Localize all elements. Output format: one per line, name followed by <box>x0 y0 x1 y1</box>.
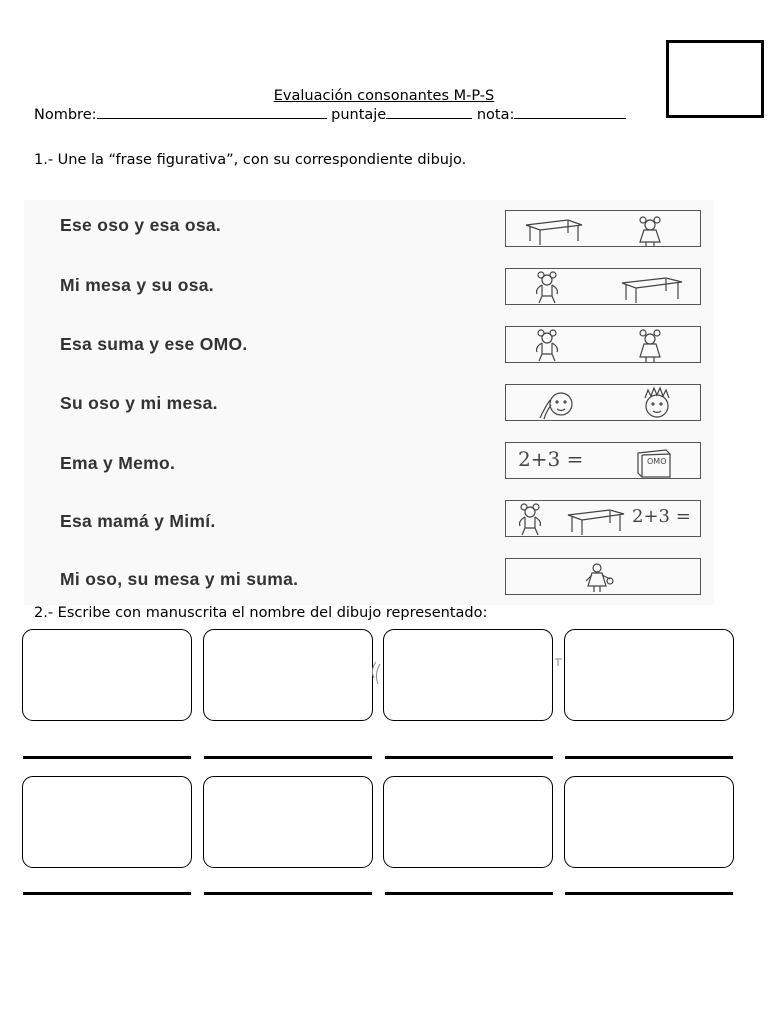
image-fragment <box>368 660 388 690</box>
drawing-box-1 <box>22 629 192 721</box>
phrase-1: Ese oso y esa osa. <box>60 215 222 235</box>
picture-box-3[interactable] <box>505 326 701 363</box>
drawing-box-7 <box>383 776 553 868</box>
question-1-prompt: 1.- Une la “frase figurativa”, con su correspondiente dibujo. <box>34 152 467 168</box>
puntaje-field[interactable] <box>386 106 472 119</box>
girl-face-icon <box>540 393 572 419</box>
phrase-6: Esa mamá y Mimí. <box>60 511 216 531</box>
picture-box-4[interactable] <box>505 384 701 421</box>
answer-line-6[interactable] <box>204 892 372 895</box>
bear-icon <box>537 272 558 303</box>
nombre-label: Nombre: <box>34 107 97 123</box>
phrase-5: Ema y Memo. <box>60 453 176 473</box>
picture-box-6[interactable] <box>505 500 701 537</box>
boy-face-icon <box>645 388 669 417</box>
drawing-box-2 <box>203 629 373 721</box>
drawing-box-8 <box>564 776 734 868</box>
question-2-prompt: 2.- Escribe con manuscrita el nombre del dibujo representado: <box>34 605 488 621</box>
grade-box[interactable] <box>666 40 764 118</box>
drawing-box-4 <box>564 629 734 721</box>
student-info-line <box>34 106 626 123</box>
doll-icon <box>640 217 660 246</box>
answer-line-5[interactable] <box>23 892 191 895</box>
omo-box-label: OMO <box>647 457 667 466</box>
picture-box-2[interactable] <box>505 268 701 305</box>
phrase-7: Mi oso, su mesa y mi suma. <box>60 569 299 589</box>
answer-line-4[interactable] <box>565 756 733 759</box>
answer-line-2[interactable] <box>204 756 372 759</box>
page-title: Evaluación consonantes M-P-S <box>273 88 495 104</box>
bear-icon <box>520 504 541 535</box>
picture-box-5[interactable] <box>505 442 701 479</box>
picture-box-7-drawing <box>506 559 702 596</box>
answer-line-3[interactable] <box>385 756 553 759</box>
image-fragment <box>552 655 566 669</box>
table-icon <box>568 510 624 535</box>
picture-box-1[interactable] <box>505 210 701 247</box>
picture-box-2-drawing <box>506 269 702 306</box>
drawing-box-3 <box>383 629 553 721</box>
table-icon <box>526 220 582 245</box>
bear-icon <box>537 330 558 361</box>
nombre-field[interactable] <box>97 106 327 119</box>
table-icon <box>622 278 682 303</box>
picture-box-1-drawing <box>506 211 702 248</box>
sum-expression: 2+3 = <box>632 506 691 527</box>
phrase-3: Esa suma y ese OMO. <box>60 334 248 354</box>
picture-box-3-drawing <box>506 327 702 364</box>
sum-expression: 2+3 = <box>518 447 584 471</box>
phrase-2: Mi mesa y su osa. <box>60 275 214 295</box>
answer-line-1[interactable] <box>23 756 191 759</box>
phrase-4: Su oso y mi mesa. <box>60 393 218 413</box>
picture-box-4-drawing <box>506 385 702 422</box>
nota-field[interactable] <box>514 106 626 119</box>
picture-box-5-drawing <box>506 443 702 480</box>
girl-figure-icon <box>586 564 613 592</box>
nota-label: nota: <box>476 107 515 123</box>
drawing-box-5 <box>22 776 192 868</box>
picture-box-7[interactable] <box>505 558 701 595</box>
answer-line-8[interactable] <box>565 892 733 895</box>
drawing-box-6 <box>203 776 373 868</box>
doll-icon <box>640 330 660 362</box>
answer-line-7[interactable] <box>385 892 553 895</box>
puntaje-label: puntaje <box>331 107 387 123</box>
